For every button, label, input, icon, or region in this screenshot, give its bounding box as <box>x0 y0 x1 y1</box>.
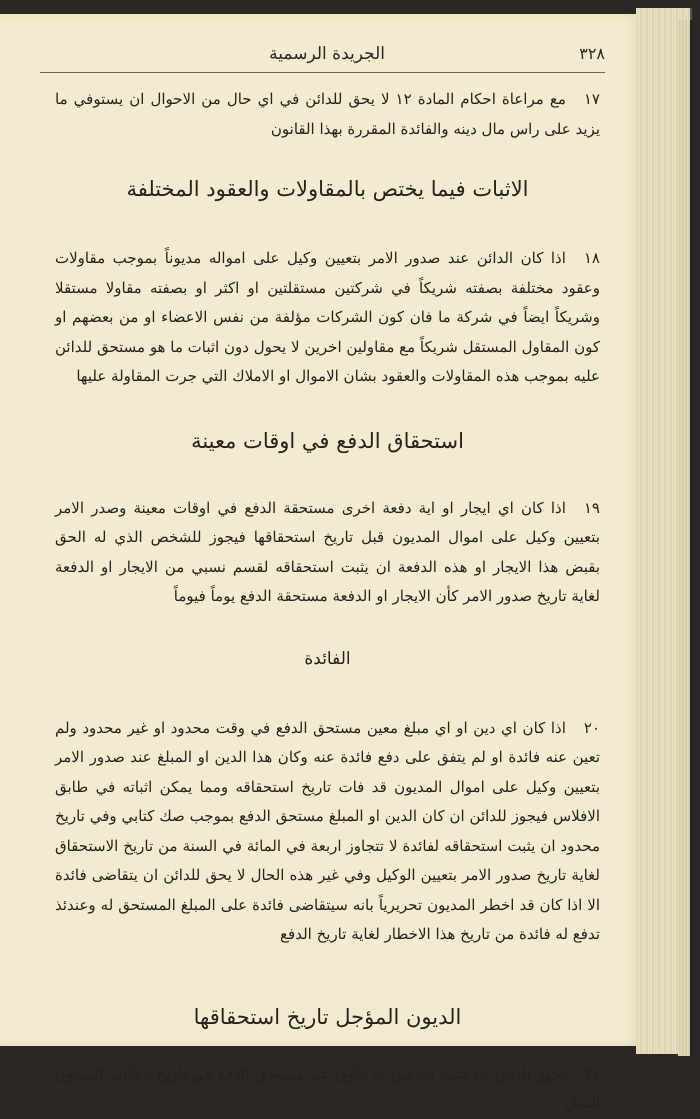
page-edges-back <box>678 20 693 1056</box>
section-heading-proof: الاثبات فيما يختص بالمقاولات والعقود المختلفة <box>126 177 529 201</box>
page-body <box>55 85 600 1119</box>
article-21 <box>55 1060 600 1119</box>
article-17 <box>55 85 600 144</box>
article-number: ٢٠ <box>583 718 600 737</box>
article-text: اذا كان الدائن عند صدور الامر بتعيين وكيل على امواله مديوناً بموجب مقاولات وعقود مختلفة بصفته شريكاً في شركتين مستقلتين او اكثر او بصفته مقاولا مستقلا وشريكاً ايضاً في شركة ما فان كون الشركات مؤلفة من نفس الاعضاء او من بعضهم او كون المقاول المستقل شريكاً مع مقاولين اخرين لا يحول دون اثبات ما هو مستحق للدائن عليه بموجب هذه المقاولات والعقود بشان الاموال او الاملاك التي جرت المقاولة عليها <box>55 249 600 385</box>
section-heading-interest: الفائدة <box>304 648 351 669</box>
article-18 <box>55 244 600 392</box>
article-20 <box>55 714 600 950</box>
article-text: اذا كان اي ايجار او اية دفعة اخرى مستحقة الدفع في اوقات معينة وصدر الامر بتعيين وكيل على اموال المديون قبل تاريخ استحقاقها فيجوز للشخص الذي له الحق بقبض هذا الايجار او هذه الدفعة ان يثبت استحقاقه لقسم نسبي من الايجار او الدفعة لغاية تاريخ صدور الامر كأن الايجار او الدفعة مستحقة الدفع يوماً فيوماً <box>55 498 600 605</box>
article-text: يجوز للدائن ان يثبت اي دين له يكون غير مستحق الدفع في تاريخ ارتكاب المديون الفعل <box>55 1064 600 1112</box>
section-heading-due-payments: استحقاق الدفع في اوقات معينة <box>191 428 464 453</box>
page-number: ٣٢٨ <box>579 44 605 63</box>
article-19 <box>55 494 600 612</box>
article-number: ٢١ <box>583 1064 600 1083</box>
article-number: ١٨ <box>583 249 600 267</box>
article-number: ١٧ <box>583 90 600 108</box>
running-title: الجريدة الرسمية <box>269 44 385 64</box>
article-number: ١٩ <box>583 498 600 517</box>
article-text: اذا كان اي دين او اي مبلغ معين مستحق الدفع في وقت محدود او غير محدود ولم تعين عنه فائدة او لم يتفق على دفع فائدة عنه وكان هذا الدين او المبلغ عند صدور الامر بتعيين وكيل على اموال المديون قد فات تاريخ استحقاقه ومما يمكن اثباته في طابق الافلاس فيجوز للدائن ان كان الدين او المبلغ مستحق الدفع بموجب صك كتابي وفي تاريخ محدود ان يثبت استحقاقه لفائدة لا تتجاوز اربعة في المائة في السنة من تاريخ الاستحقاق لغاية تاريخ صدور الامر بتعيين الوكيل وفي غير هذه الحال لا يحق للدائن ان يتقاضى فائدة الا اذا كان قد اخطر المديون تحريرياً بانه سيتقاضى فائدة على المبلغ المستحق له وعندئذ تدفع له فائدة من تاريخ هذا الاخطار لغاية تاريخ الدفع <box>55 718 600 943</box>
page-header <box>40 44 605 70</box>
article-text: مع مراعاة احكام المادة ١٢ لا يحق للدائن في اي حال من الاحوال ان يستوفي ما يزيد على راس مال دينه والفائدة المقررة بهذا القانون <box>55 90 600 138</box>
section-heading-deferred-debts: الديون المؤجل تاريخ استحقاقها <box>193 1004 462 1029</box>
header-rule <box>40 72 605 73</box>
